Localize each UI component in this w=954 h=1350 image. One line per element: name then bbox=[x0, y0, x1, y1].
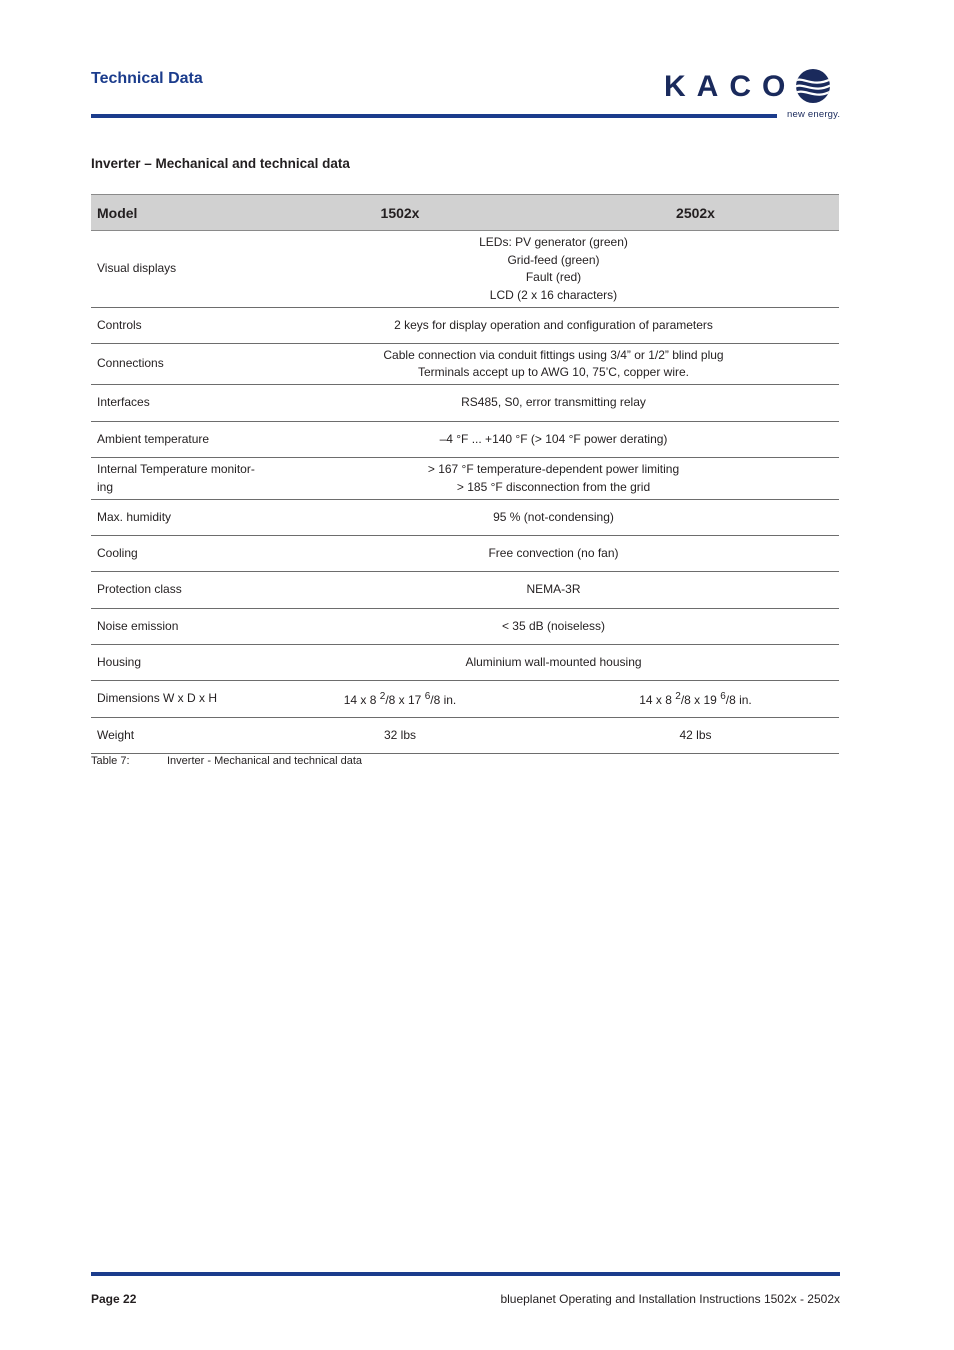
row-value: Free convection (no fan) bbox=[268, 536, 839, 572]
dim-text: /8 in. bbox=[725, 693, 752, 708]
dim-text: /8 x 17 bbox=[385, 693, 425, 708]
weight-2502x: 42 lbs bbox=[552, 718, 839, 754]
row-label: Interfaces bbox=[91, 385, 268, 422]
logo-wordmark: KACO bbox=[664, 70, 797, 103]
value-line: > 185 °F disconnection from the grid bbox=[456, 479, 651, 494]
row-label: Controls bbox=[91, 308, 268, 344]
table-row bbox=[91, 231, 839, 308]
table-row bbox=[91, 718, 839, 754]
dim-text: /8 x 19 bbox=[680, 693, 721, 708]
value-line: Fault (red) bbox=[525, 270, 582, 284]
caption-text: Inverter - Mechanical and technical data bbox=[167, 755, 363, 767]
table-row bbox=[91, 422, 839, 458]
table-row bbox=[91, 681, 839, 718]
row-label: Housing bbox=[91, 645, 268, 681]
table-caption bbox=[91, 755, 362, 767]
table-row bbox=[91, 344, 839, 385]
value-line: > 167 °F temperature-dependent power limiting bbox=[427, 462, 680, 476]
table-row bbox=[91, 385, 839, 422]
column-header-1502x: 1502x bbox=[268, 195, 552, 231]
row-label: Max. humidity bbox=[91, 500, 268, 536]
table-row bbox=[91, 500, 839, 536]
dim-sup: 6 bbox=[424, 691, 431, 703]
footer-rule bbox=[91, 1272, 840, 1276]
weight-1502x: 32 lbs bbox=[268, 718, 552, 754]
table-header-row bbox=[91, 195, 839, 231]
value-line: LCD (2 x 16 characters) bbox=[489, 287, 618, 302]
label-line: ing bbox=[97, 479, 114, 494]
table-row bbox=[91, 572, 839, 609]
row-label: Dimensions W x D x H bbox=[91, 681, 268, 718]
table-row bbox=[91, 609, 839, 645]
row-label: Ambient temperature bbox=[91, 422, 268, 458]
value-line: Grid-feed (green) bbox=[507, 252, 600, 267]
header-rule bbox=[91, 114, 777, 118]
column-header-model: Model bbox=[91, 195, 268, 231]
dimensions-1502x bbox=[268, 681, 552, 718]
value-line: Terminals accept up to AWG 10, 75’C, copper wire. bbox=[417, 365, 689, 379]
kaco-wave-icon bbox=[795, 68, 831, 104]
caption-number: Table 7: bbox=[91, 755, 130, 767]
row-label bbox=[91, 458, 268, 500]
section-heading: Inverter – Mechanical and technical data bbox=[91, 156, 350, 171]
technical-data-table bbox=[91, 194, 839, 754]
row-value: RS485, S0, error transmitting relay bbox=[268, 385, 839, 422]
header-section-title: Technical Data bbox=[91, 70, 203, 87]
row-value bbox=[268, 231, 839, 308]
dim-sup: 2 bbox=[675, 691, 681, 703]
dimensions-2502x bbox=[552, 681, 839, 718]
row-label: Weight bbox=[91, 718, 268, 754]
dim-text: 14 x 8 bbox=[343, 693, 380, 708]
document-title: blueplanet Operating and Installation Instructions 1502x - 2502x bbox=[500, 1292, 840, 1306]
table-row bbox=[91, 308, 839, 344]
row-label: Visual displays bbox=[91, 231, 268, 308]
dim-sup: 6 bbox=[720, 691, 726, 703]
logo-tagline: new energy. bbox=[787, 109, 841, 120]
table-row bbox=[91, 645, 839, 681]
table-row bbox=[91, 536, 839, 572]
row-label: Noise emission bbox=[91, 609, 268, 645]
row-value bbox=[268, 344, 839, 385]
page-number: Page 22 bbox=[91, 1292, 137, 1306]
column-header-2502x: 2502x bbox=[552, 195, 839, 231]
value-line: Cable connection via conduit fittings using 3/4” or 1/2” blind plug bbox=[383, 347, 724, 362]
row-label: Connections bbox=[91, 344, 268, 385]
row-value: –4 °F ... +140 °F (> 104 °F power derating) bbox=[268, 422, 839, 458]
table-row bbox=[91, 458, 839, 500]
row-value: 2 keys for display operation and configuration of parameters bbox=[268, 308, 839, 344]
row-label: Cooling bbox=[91, 536, 268, 572]
row-value: 95 % (not-condensing) bbox=[268, 500, 839, 536]
dim-sup: 2 bbox=[379, 691, 386, 703]
row-value bbox=[268, 458, 839, 500]
label-line: Internal Temperature monitor- bbox=[97, 462, 255, 476]
row-label: Protection class bbox=[91, 572, 268, 609]
row-value: < 35 dB (noiseless) bbox=[268, 609, 839, 645]
dim-text: 14 x 8 bbox=[639, 693, 676, 708]
row-value: NEMA-3R bbox=[268, 572, 839, 609]
dim-text: /8 in. bbox=[430, 693, 457, 708]
value-line: LEDs: PV generator (green) bbox=[479, 235, 628, 249]
row-value: Aluminium wall-mounted housing bbox=[268, 645, 839, 681]
